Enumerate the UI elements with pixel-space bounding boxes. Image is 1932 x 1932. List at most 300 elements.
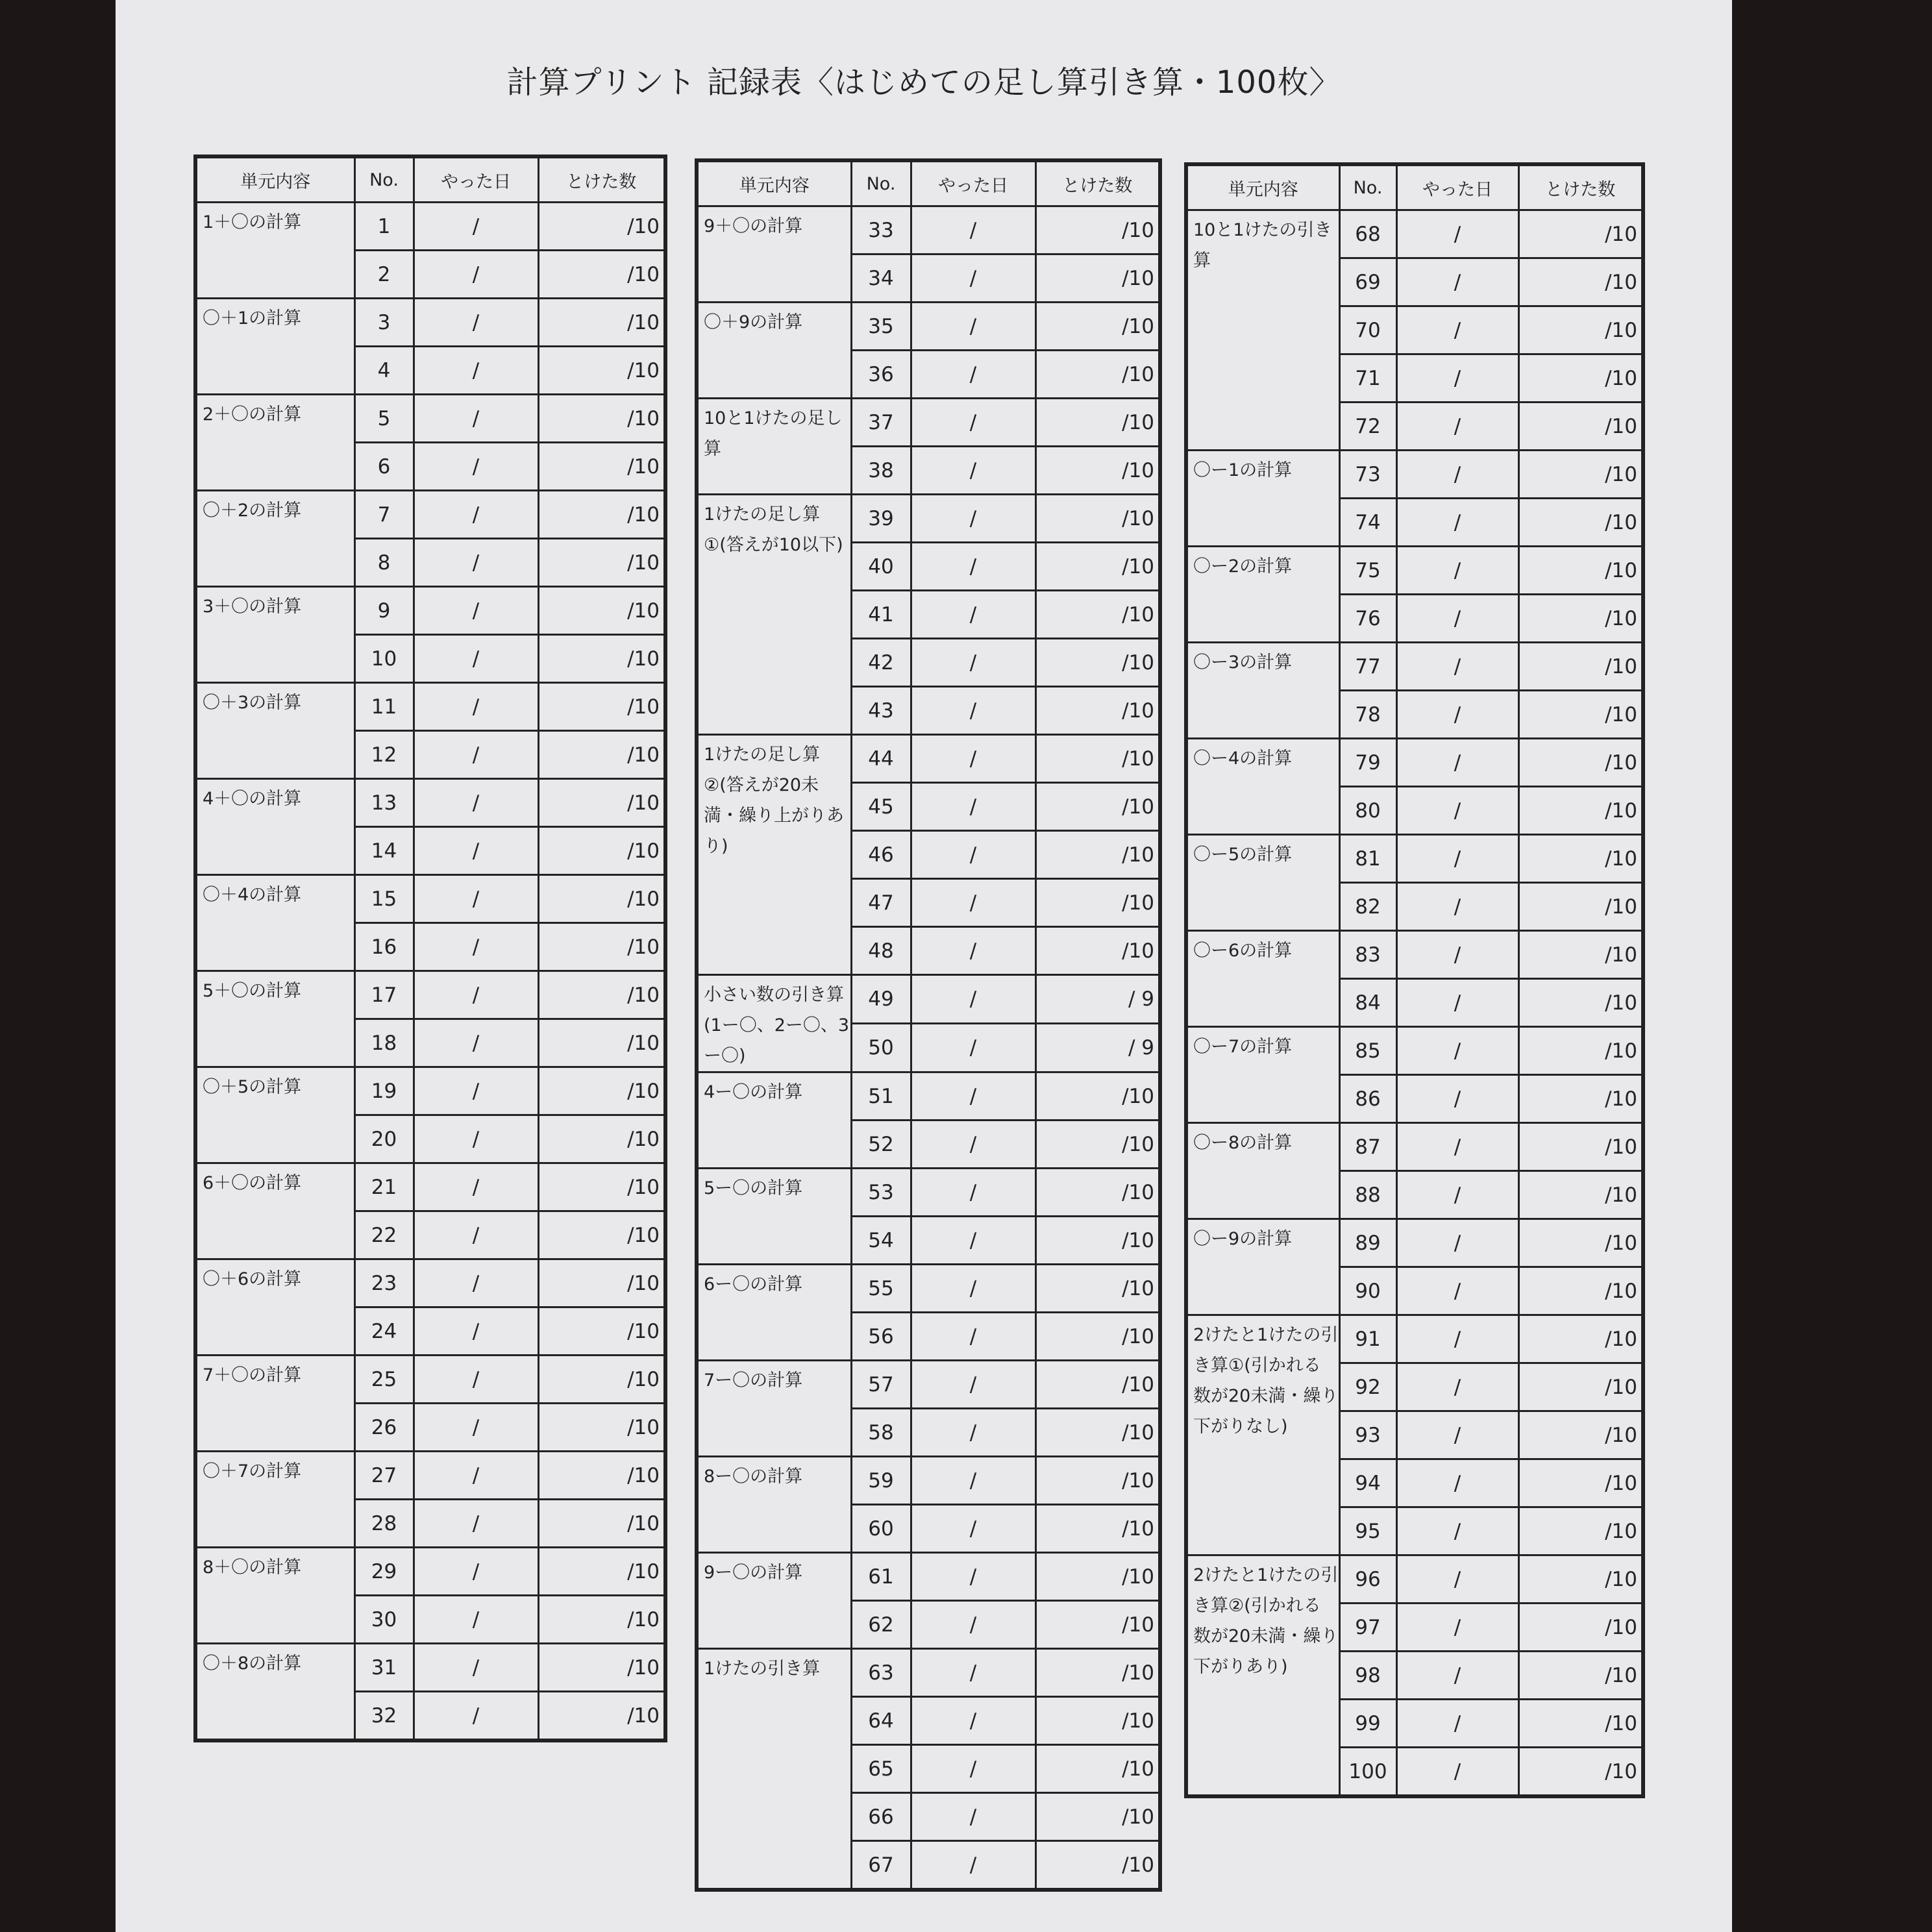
date-cell: / bbox=[1396, 1075, 1518, 1123]
unit-cell: 8ー〇の計算 bbox=[697, 1457, 851, 1553]
no-cell: 42 bbox=[851, 639, 911, 687]
no-cell: 82 bbox=[1339, 883, 1396, 931]
unit-cell: 〇＋6の計算 bbox=[195, 1259, 354, 1356]
no-cell: 95 bbox=[1339, 1507, 1396, 1555]
table-row bbox=[1186, 739, 1643, 787]
no-cell: 35 bbox=[851, 303, 911, 351]
unit-cell: 2けたと1けたの引き算②(引かれる数が20未満・繰り下がりあり) bbox=[1186, 1555, 1339, 1797]
score-cell: /10 bbox=[1035, 1553, 1160, 1601]
date-cell: / bbox=[414, 1019, 538, 1067]
no-cell: 51 bbox=[851, 1072, 911, 1121]
no-cell: 91 bbox=[1339, 1315, 1396, 1363]
score-cell: /10 bbox=[1035, 495, 1160, 543]
score-cell: /10 bbox=[1035, 1745, 1160, 1793]
score-cell: /10 bbox=[538, 299, 665, 347]
date-cell: / bbox=[1396, 1219, 1518, 1267]
date-cell: / bbox=[911, 495, 1035, 543]
date-cell: / bbox=[911, 1697, 1035, 1745]
score-cell: /10 bbox=[538, 1356, 665, 1404]
date-cell: / bbox=[1396, 979, 1518, 1027]
table-row bbox=[195, 587, 665, 635]
date-cell: / bbox=[911, 1217, 1035, 1265]
date-cell: / bbox=[414, 1067, 538, 1115]
date-cell: / bbox=[1396, 1555, 1518, 1604]
no-cell: 36 bbox=[851, 351, 911, 399]
date-cell: / bbox=[1396, 1604, 1518, 1652]
table-row bbox=[697, 1457, 1160, 1505]
unit-cell: 〇ー8の計算 bbox=[1186, 1123, 1339, 1219]
table-row bbox=[1186, 1315, 1643, 1363]
score-cell: /10 bbox=[1035, 399, 1160, 447]
no-cell: 2 bbox=[354, 251, 414, 299]
unit-cell: 〇＋5の計算 bbox=[195, 1067, 354, 1163]
table-row bbox=[1186, 451, 1643, 499]
date-cell: / bbox=[1396, 547, 1518, 595]
no-cell: 38 bbox=[851, 447, 911, 495]
date-cell: / bbox=[1396, 1748, 1518, 1797]
no-cell: 25 bbox=[354, 1356, 414, 1404]
table-row bbox=[697, 495, 1160, 543]
no-cell: 45 bbox=[851, 783, 911, 831]
date-cell: / bbox=[414, 875, 538, 923]
no-cell: 56 bbox=[851, 1313, 911, 1361]
date-cell: / bbox=[1396, 499, 1518, 547]
date-cell: / bbox=[1396, 1267, 1518, 1315]
score-cell: /10 bbox=[1035, 1361, 1160, 1409]
no-cell: 59 bbox=[851, 1457, 911, 1505]
no-cell: 68 bbox=[1339, 210, 1396, 258]
no-cell: 29 bbox=[354, 1548, 414, 1596]
table-row bbox=[1186, 1027, 1643, 1075]
score-cell: /10 bbox=[1035, 1072, 1160, 1121]
score-cell: /10 bbox=[1518, 1459, 1643, 1507]
date-cell: / bbox=[414, 587, 538, 635]
unit-cell: 7ー〇の計算 bbox=[697, 1361, 851, 1457]
header-unit: 単元内容 bbox=[697, 160, 851, 206]
date-cell: / bbox=[414, 491, 538, 539]
no-cell: 94 bbox=[1339, 1459, 1396, 1507]
no-cell: 16 bbox=[354, 923, 414, 971]
date-cell: / bbox=[911, 783, 1035, 831]
score-cell: /10 bbox=[1518, 1219, 1643, 1267]
score-cell: /10 bbox=[1518, 402, 1643, 451]
score-cell: /10 bbox=[1035, 1793, 1160, 1841]
table-row bbox=[195, 203, 665, 251]
table-row bbox=[195, 1452, 665, 1500]
score-cell: /10 bbox=[1035, 1601, 1160, 1649]
score-cell: /10 bbox=[538, 731, 665, 779]
no-cell: 5 bbox=[354, 395, 414, 443]
no-cell: 34 bbox=[851, 254, 911, 303]
no-cell: 13 bbox=[354, 779, 414, 827]
score-cell: /10 bbox=[538, 1019, 665, 1067]
score-cell: /10 bbox=[1518, 835, 1643, 883]
score-cell: /10 bbox=[1035, 1169, 1160, 1217]
score-cell: /10 bbox=[1518, 306, 1643, 354]
record-sheet-paper bbox=[116, 0, 1732, 1932]
no-cell: 67 bbox=[851, 1841, 911, 1890]
unit-cell: 1けたの足し算②(答えが20未満・繰り上がりあり) bbox=[697, 735, 851, 975]
date-cell: / bbox=[1396, 1171, 1518, 1219]
no-cell: 83 bbox=[1339, 931, 1396, 979]
score-cell: /10 bbox=[1518, 499, 1643, 547]
date-cell: / bbox=[414, 971, 538, 1019]
score-cell: /10 bbox=[1035, 639, 1160, 687]
no-cell: 23 bbox=[354, 1259, 414, 1307]
unit-cell: 1＋〇の計算 bbox=[195, 203, 354, 299]
unit-cell: 10と1けたの足し算 bbox=[697, 399, 851, 495]
table-row bbox=[195, 683, 665, 731]
no-cell: 96 bbox=[1339, 1555, 1396, 1604]
score-cell: /10 bbox=[538, 1596, 665, 1644]
header-no: No. bbox=[1339, 164, 1396, 210]
date-cell: / bbox=[414, 1500, 538, 1548]
no-cell: 62 bbox=[851, 1601, 911, 1649]
no-cell: 44 bbox=[851, 735, 911, 783]
date-cell: / bbox=[911, 399, 1035, 447]
no-cell: 66 bbox=[851, 1793, 911, 1841]
date-cell: / bbox=[414, 779, 538, 827]
date-cell: / bbox=[1396, 1507, 1518, 1555]
score-cell: /10 bbox=[1518, 210, 1643, 258]
date-cell: / bbox=[911, 1409, 1035, 1457]
date-cell: / bbox=[1396, 402, 1518, 451]
table-header-row bbox=[195, 156, 665, 203]
table-row bbox=[697, 1265, 1160, 1313]
score-cell: /10 bbox=[538, 539, 665, 587]
score-cell: /10 bbox=[1518, 1411, 1643, 1459]
table-row bbox=[195, 1163, 665, 1211]
unit-cell: 〇ー5の計算 bbox=[1186, 835, 1339, 931]
header-score: とけた数 bbox=[1035, 160, 1160, 206]
table-row bbox=[195, 971, 665, 1019]
no-cell: 100 bbox=[1339, 1748, 1396, 1797]
score-cell: /10 bbox=[538, 779, 665, 827]
score-cell: /10 bbox=[1518, 1123, 1643, 1171]
date-cell: / bbox=[1396, 1652, 1518, 1700]
no-cell: 81 bbox=[1339, 835, 1396, 883]
no-cell: 78 bbox=[1339, 691, 1396, 739]
table-row bbox=[195, 1548, 665, 1596]
table-row bbox=[697, 1072, 1160, 1121]
unit-cell: 〇ー1の計算 bbox=[1186, 451, 1339, 547]
score-cell: /10 bbox=[538, 1404, 665, 1452]
unit-cell: 5＋〇の計算 bbox=[195, 971, 354, 1067]
no-cell: 86 bbox=[1339, 1075, 1396, 1123]
no-cell: 84 bbox=[1339, 979, 1396, 1027]
no-cell: 75 bbox=[1339, 547, 1396, 595]
unit-cell: 〇ー3の計算 bbox=[1186, 643, 1339, 739]
date-cell: / bbox=[911, 206, 1035, 254]
score-cell: /10 bbox=[538, 1259, 665, 1307]
score-cell: /10 bbox=[538, 443, 665, 491]
no-cell: 17 bbox=[354, 971, 414, 1019]
no-cell: 27 bbox=[354, 1452, 414, 1500]
date-cell: / bbox=[414, 731, 538, 779]
no-cell: 49 bbox=[851, 975, 911, 1024]
date-cell: / bbox=[1396, 691, 1518, 739]
no-cell: 31 bbox=[354, 1644, 414, 1692]
unit-cell: 〇ー4の計算 bbox=[1186, 739, 1339, 835]
date-cell: / bbox=[911, 1169, 1035, 1217]
no-cell: 79 bbox=[1339, 739, 1396, 787]
no-cell: 72 bbox=[1339, 402, 1396, 451]
table-row bbox=[195, 395, 665, 443]
date-cell: / bbox=[414, 1404, 538, 1452]
table-row bbox=[697, 1169, 1160, 1217]
unit-cell: 〇＋1の計算 bbox=[195, 299, 354, 395]
no-cell: 92 bbox=[1339, 1363, 1396, 1411]
score-cell: /10 bbox=[1518, 1315, 1643, 1363]
no-cell: 71 bbox=[1339, 354, 1396, 402]
record-table-2 bbox=[695, 158, 1162, 1892]
date-cell: / bbox=[414, 395, 538, 443]
table-row bbox=[697, 975, 1160, 1024]
date-cell: / bbox=[1396, 1315, 1518, 1363]
score-cell: /10 bbox=[538, 1067, 665, 1115]
table-row bbox=[697, 735, 1160, 783]
score-cell: /10 bbox=[1518, 354, 1643, 402]
table-row bbox=[697, 1361, 1160, 1409]
date-cell: / bbox=[911, 1024, 1035, 1072]
date-cell: / bbox=[1396, 739, 1518, 787]
table-row bbox=[1186, 643, 1643, 691]
no-cell: 33 bbox=[851, 206, 911, 254]
score-cell: /10 bbox=[1035, 1409, 1160, 1457]
score-cell: /10 bbox=[1035, 1217, 1160, 1265]
score-cell: /10 bbox=[1035, 591, 1160, 639]
no-cell: 40 bbox=[851, 543, 911, 591]
no-cell: 63 bbox=[851, 1649, 911, 1697]
date-cell: / bbox=[414, 1452, 538, 1500]
page-title: 計算プリント 記録表〈はじめての足し算引き算・100枚〉 bbox=[506, 64, 1341, 101]
no-cell: 69 bbox=[1339, 258, 1396, 306]
date-cell: / bbox=[414, 827, 538, 875]
date-cell: / bbox=[1396, 643, 1518, 691]
score-cell: /10 bbox=[1035, 1457, 1160, 1505]
score-cell: /10 bbox=[538, 1500, 665, 1548]
score-cell: /10 bbox=[1035, 783, 1160, 831]
score-cell: /10 bbox=[1518, 451, 1643, 499]
score-cell: /10 bbox=[1518, 931, 1643, 979]
unit-cell: 9ー〇の計算 bbox=[697, 1553, 851, 1649]
date-cell: / bbox=[911, 687, 1035, 735]
no-cell: 37 bbox=[851, 399, 911, 447]
unit-cell: 5ー〇の計算 bbox=[697, 1169, 851, 1265]
no-cell: 39 bbox=[851, 495, 911, 543]
no-cell: 6 bbox=[354, 443, 414, 491]
no-cell: 47 bbox=[851, 879, 911, 927]
date-cell: / bbox=[1396, 835, 1518, 883]
date-cell: / bbox=[414, 1356, 538, 1404]
score-cell: /10 bbox=[538, 1644, 665, 1692]
unit-cell: 1けたの引き算 bbox=[697, 1649, 851, 1890]
score-cell: /10 bbox=[1518, 979, 1643, 1027]
date-cell: / bbox=[414, 299, 538, 347]
table-row bbox=[195, 1067, 665, 1115]
score-cell: /10 bbox=[1035, 1649, 1160, 1697]
date-cell: / bbox=[911, 927, 1035, 975]
date-cell: / bbox=[911, 303, 1035, 351]
score-cell: /10 bbox=[1035, 1697, 1160, 1745]
table-row bbox=[1186, 1123, 1643, 1171]
no-cell: 18 bbox=[354, 1019, 414, 1067]
date-cell: / bbox=[414, 347, 538, 395]
unit-cell: 1けたの足し算①(答えが10以下) bbox=[697, 495, 851, 735]
score-cell: /10 bbox=[1518, 1700, 1643, 1748]
score-cell: /10 bbox=[1035, 303, 1160, 351]
score-cell: /10 bbox=[1518, 643, 1643, 691]
date-cell: / bbox=[414, 683, 538, 731]
table-row bbox=[1186, 931, 1643, 979]
no-cell: 20 bbox=[354, 1115, 414, 1163]
score-cell: /10 bbox=[1518, 1555, 1643, 1604]
date-cell: / bbox=[1396, 210, 1518, 258]
unit-cell: 2＋〇の計算 bbox=[195, 395, 354, 491]
table-row bbox=[1186, 835, 1643, 883]
table-row bbox=[195, 299, 665, 347]
no-cell: 10 bbox=[354, 635, 414, 683]
score-cell: /10 bbox=[538, 683, 665, 731]
date-cell: / bbox=[1396, 787, 1518, 835]
date-cell: / bbox=[1396, 1123, 1518, 1171]
no-cell: 1 bbox=[354, 203, 414, 251]
score-cell: /10 bbox=[538, 1115, 665, 1163]
no-cell: 65 bbox=[851, 1745, 911, 1793]
score-cell: /10 bbox=[1518, 691, 1643, 739]
score-cell: /10 bbox=[1518, 1748, 1643, 1797]
no-cell: 57 bbox=[851, 1361, 911, 1409]
score-cell: /10 bbox=[1518, 1604, 1643, 1652]
unit-cell: 〇＋7の計算 bbox=[195, 1452, 354, 1548]
no-cell: 52 bbox=[851, 1121, 911, 1169]
no-cell: 11 bbox=[354, 683, 414, 731]
header-date: やった日 bbox=[1396, 164, 1518, 210]
date-cell: / bbox=[911, 254, 1035, 303]
no-cell: 15 bbox=[354, 875, 414, 923]
score-cell: /10 bbox=[538, 1163, 665, 1211]
header-no: No. bbox=[851, 160, 911, 206]
date-cell: / bbox=[414, 1211, 538, 1259]
date-cell: / bbox=[1396, 354, 1518, 402]
no-cell: 77 bbox=[1339, 643, 1396, 691]
date-cell: / bbox=[911, 1553, 1035, 1601]
unit-cell: 小さい数の引き算(1ー〇、2ー〇、3ー〇) bbox=[697, 975, 851, 1072]
date-cell: / bbox=[414, 1548, 538, 1596]
score-cell: /10 bbox=[1518, 883, 1643, 931]
unit-cell: 10と1けたの引き算 bbox=[1186, 210, 1339, 451]
no-cell: 32 bbox=[354, 1692, 414, 1741]
score-cell: /10 bbox=[538, 587, 665, 635]
score-cell: /10 bbox=[1518, 1652, 1643, 1700]
date-cell: / bbox=[414, 539, 538, 587]
unit-cell: 〇＋2の計算 bbox=[195, 491, 354, 587]
date-cell: / bbox=[1396, 258, 1518, 306]
record-table-1 bbox=[193, 155, 667, 1742]
table-row bbox=[195, 1259, 665, 1307]
no-cell: 97 bbox=[1339, 1604, 1396, 1652]
table-row bbox=[697, 1553, 1160, 1601]
date-cell: / bbox=[414, 1259, 538, 1307]
table-header-row bbox=[1186, 164, 1643, 210]
date-cell: / bbox=[911, 879, 1035, 927]
score-cell: /10 bbox=[1518, 1363, 1643, 1411]
no-cell: 80 bbox=[1339, 787, 1396, 835]
score-cell: /10 bbox=[1518, 787, 1643, 835]
no-cell: 26 bbox=[354, 1404, 414, 1452]
date-cell: / bbox=[1396, 883, 1518, 931]
unit-cell: 6＋〇の計算 bbox=[195, 1163, 354, 1259]
no-cell: 19 bbox=[354, 1067, 414, 1115]
table-row bbox=[1186, 210, 1643, 258]
score-cell: / 9 bbox=[1035, 975, 1160, 1024]
score-cell: / 9 bbox=[1035, 1024, 1160, 1072]
score-cell: /10 bbox=[1035, 1505, 1160, 1553]
no-cell: 46 bbox=[851, 831, 911, 879]
date-cell: / bbox=[911, 735, 1035, 783]
date-cell: / bbox=[414, 443, 538, 491]
score-cell: /10 bbox=[538, 875, 665, 923]
no-cell: 14 bbox=[354, 827, 414, 875]
score-cell: /10 bbox=[1518, 1027, 1643, 1075]
table-row bbox=[697, 1649, 1160, 1697]
no-cell: 22 bbox=[354, 1211, 414, 1259]
no-cell: 70 bbox=[1339, 306, 1396, 354]
score-cell: /10 bbox=[1035, 1841, 1160, 1890]
date-cell: / bbox=[911, 1457, 1035, 1505]
no-cell: 89 bbox=[1339, 1219, 1396, 1267]
score-cell: /10 bbox=[1035, 1121, 1160, 1169]
unit-cell: 8＋〇の計算 bbox=[195, 1548, 354, 1644]
no-cell: 74 bbox=[1339, 499, 1396, 547]
unit-cell: 7＋〇の計算 bbox=[195, 1356, 354, 1452]
no-cell: 28 bbox=[354, 1500, 414, 1548]
unit-cell: 〇＋4の計算 bbox=[195, 875, 354, 971]
no-cell: 60 bbox=[851, 1505, 911, 1553]
date-cell: / bbox=[911, 1649, 1035, 1697]
no-cell: 50 bbox=[851, 1024, 911, 1072]
no-cell: 58 bbox=[851, 1409, 911, 1457]
date-cell: / bbox=[911, 1361, 1035, 1409]
date-cell: / bbox=[1396, 451, 1518, 499]
score-cell: /10 bbox=[538, 1452, 665, 1500]
no-cell: 61 bbox=[851, 1553, 911, 1601]
score-cell: /10 bbox=[538, 827, 665, 875]
no-cell: 88 bbox=[1339, 1171, 1396, 1219]
table-row bbox=[697, 206, 1160, 254]
score-cell: /10 bbox=[538, 203, 665, 251]
no-cell: 7 bbox=[354, 491, 414, 539]
date-cell: / bbox=[911, 1793, 1035, 1841]
unit-cell: 2けたと1けたの引き算①(引かれる数が20未満・繰り下がりなし) bbox=[1186, 1315, 1339, 1555]
date-cell: / bbox=[1396, 1027, 1518, 1075]
score-cell: /10 bbox=[1035, 447, 1160, 495]
unit-cell: 〇ー6の計算 bbox=[1186, 931, 1339, 1027]
unit-cell: 〇ー9の計算 bbox=[1186, 1219, 1339, 1315]
no-cell: 76 bbox=[1339, 595, 1396, 643]
date-cell: / bbox=[911, 447, 1035, 495]
no-cell: 43 bbox=[851, 687, 911, 735]
score-cell: /10 bbox=[1518, 1507, 1643, 1555]
score-cell: /10 bbox=[538, 251, 665, 299]
score-cell: /10 bbox=[538, 347, 665, 395]
no-cell: 99 bbox=[1339, 1700, 1396, 1748]
date-cell: / bbox=[1396, 931, 1518, 979]
no-cell: 85 bbox=[1339, 1027, 1396, 1075]
score-cell: /10 bbox=[1035, 927, 1160, 975]
score-cell: /10 bbox=[1035, 879, 1160, 927]
no-cell: 4 bbox=[354, 347, 414, 395]
